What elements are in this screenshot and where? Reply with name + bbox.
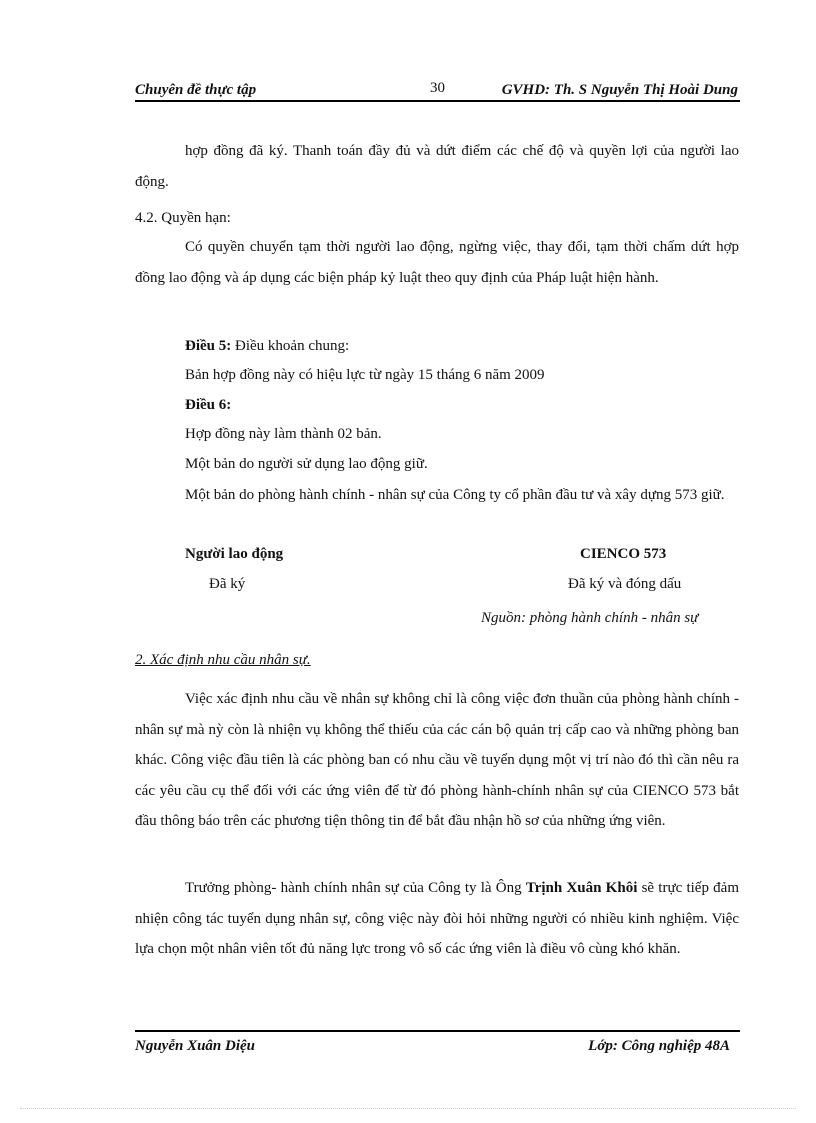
- article-5-title: Điều khoản chung:: [231, 338, 350, 354]
- page-edge-divider: [20, 1108, 796, 1109]
- header-report-title: Chuyên đề thực tập: [135, 82, 257, 98]
- article-5-heading: [185, 338, 349, 355]
- article-6-line-2: Một bản do người sử dụng lao động giữ.: [185, 456, 428, 472]
- hr-head-name: Trịnh Xuân Khôi: [525, 880, 638, 896]
- signature-left-status: Đã ký: [209, 576, 246, 592]
- paragraph-rights: Có quyền chuyển tạm thời người lao động, ngừng việc, thay đổi, tạm thời chấm dứt hợp đồng lao động và áp dụng các biện pháp kỷ luật theo quy định của Pháp luật hiện hành.: [135, 239, 739, 286]
- page-footer: [135, 1030, 740, 1060]
- signature-left-title: Người lao động: [185, 546, 284, 562]
- article-5-label: Điều 5:: [185, 338, 232, 354]
- source-note: Nguồn: phòng hành chính - nhân sự: [481, 610, 699, 626]
- page-header: [135, 78, 740, 102]
- paragraph-recruitment-lead: Trưởng phòng- hành chính nhân sự của Công ty là Ông Trịnh Xuân Khôi sẽ trực tiếp đảm nhiện công tác tuyển dụng nhân sự, công việc này đòi hỏi những người có nhiều kinh nghiệm. Việc lựa chọn một nhân viên tốt đủ năng lực trong vô số các ứng viên là điều vô cùng khó khăn.: [135, 880, 739, 957]
- section-4-2-title: 4.2. Quyền hạn:: [135, 210, 231, 226]
- article-6-heading: [185, 397, 231, 414]
- section-2-title: 2. Xác định nhu cầu nhân sự.: [135, 652, 311, 668]
- header-advisor: GVHD: Th. S Nguyễn Thị Hoài Dung: [501, 82, 738, 98]
- paragraph-hr-needs: Việc xác định nhu cầu về nhân sự không chỉ là công việc đơn thuần của phòng hành chính - nhân sự mà nỳ còn là nhiện vụ không thể thiếu của các cán bộ quản trị cấp cao và những phòng ban khác. Công việc đầu tiên là các phòng ban có nhu cầu về tuyển dụng một vị trí nào đó thì cần nêu ra các yêu cầu cụ thể đối với các ứng viên để từ đó phòng hành-chính nhân sự của CIENCO 573 bắt đầu thông báo trên các phương tiện thông tin để bắt đầu nhận hồ sơ của những ứng viên.: [135, 691, 739, 829]
- signature-right-status: Đã ký và đóng dấu: [568, 576, 682, 592]
- article-5-body: Bản hợp đồng này có hiệu lực từ ngày 15 tháng 6 năm 2009: [185, 367, 545, 383]
- footer-author: Nguyễn Xuân Diệu: [135, 1038, 256, 1054]
- article-6-line-3: Một bản do phòng hành chính - nhân sự của Công ty cổ phần đầu tư và xây dựng 573 giữ.: [185, 487, 725, 503]
- article-6-label: Điều 6:: [185, 397, 232, 413]
- signature-right-title: CIENCO 573: [580, 546, 667, 562]
- article-6-line-1: Hợp đồng này làm thành 02 bản.: [185, 426, 382, 442]
- footer-class: Lớp: Công nghiệp 48A: [588, 1038, 730, 1054]
- paragraph-obligations-end: hợp đồng đã ký. Thanh toán đầy đủ và dứt điểm các chế độ và quyền lợi của người lao động.: [135, 143, 739, 190]
- page-number: 30: [430, 80, 445, 96]
